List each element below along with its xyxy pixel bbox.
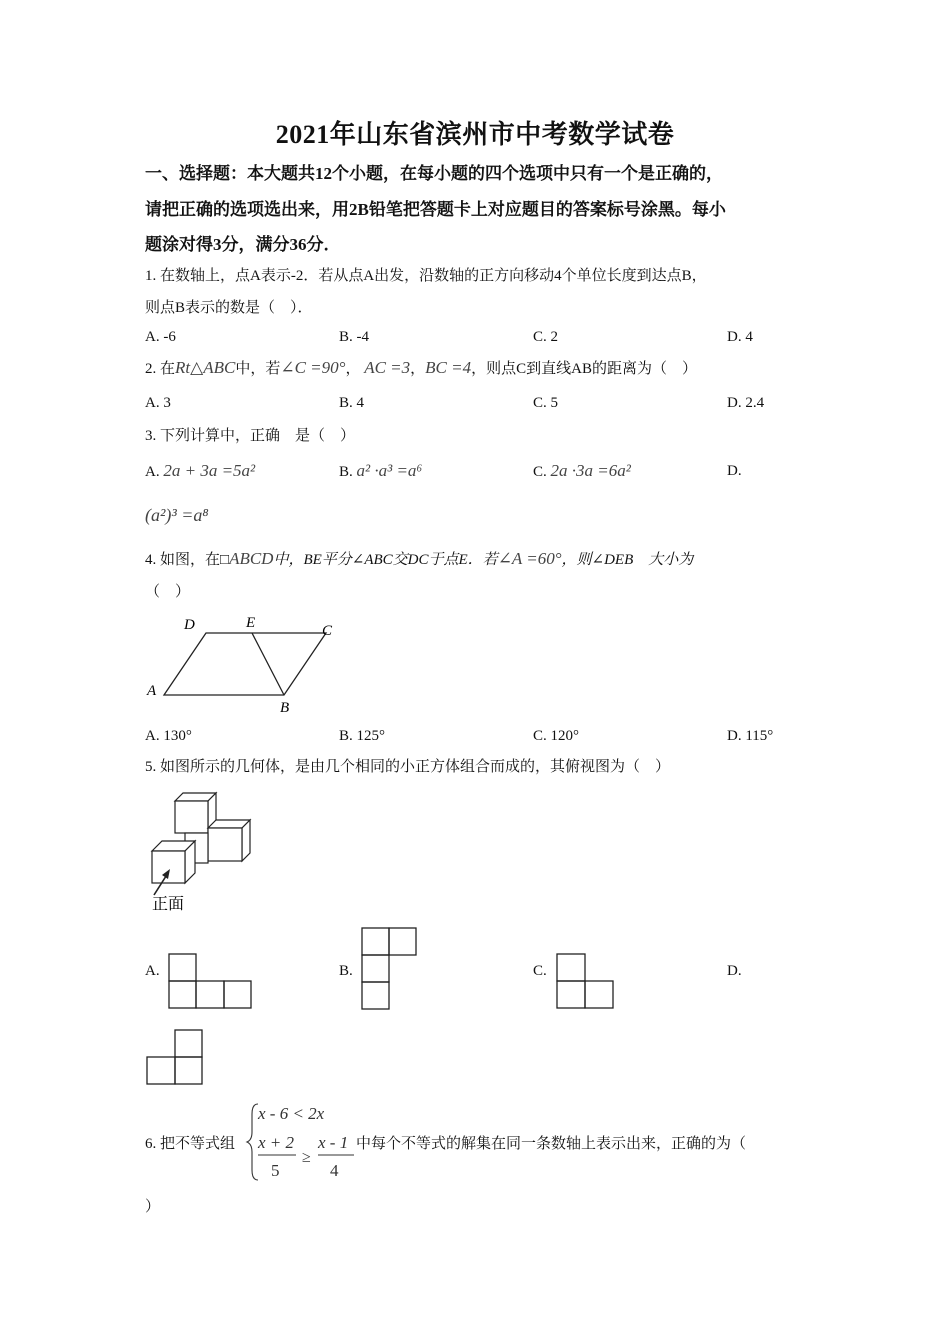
q3-option-d-label: D.	[727, 463, 742, 479]
q6-suffix: 中每个不等式的解集在同一条数轴上表示出来，正确的为（	[356, 1136, 747, 1152]
q4-prefix: 4. 如图，在□	[145, 552, 230, 568]
section-heading-line-2: 请把正确的选项选出来，用2B铅笔把答题卡上对应题目的答案标号涂黑。每小	[145, 200, 726, 219]
q2-triangle: Rt△ABC	[175, 358, 236, 377]
q3-option-c-label: C.	[533, 464, 547, 480]
q4-parallelogram-figure	[140, 610, 350, 720]
q2-mid: 中，若	[235, 361, 281, 377]
vertex-label-c: C	[322, 623, 333, 639]
q5-option-a: A.	[145, 963, 160, 979]
q3-option-d-expr: (a²)³ =a⁸	[145, 505, 209, 525]
q3-option-b	[339, 461, 422, 482]
q5-stem: 5. 如图所示的几何体，是由几个相同的小正方体组合而成的，其俯视图为（ ）	[145, 759, 671, 775]
cube-right-side	[242, 820, 250, 861]
page-title: 2021年山东省滨州市中考数学试卷	[275, 120, 675, 149]
vertex-label-d: D	[184, 617, 195, 633]
q3-option-c	[533, 461, 631, 482]
q1-stem-line-2: 则点B表示的数是（ ）．	[145, 300, 313, 316]
q6-denominator-2: 4	[330, 1161, 339, 1180]
q4-stem-line-2: （ ）	[145, 584, 191, 600]
q2-suffix: ，则点C到直线AB的距离为（ ）	[471, 361, 697, 377]
q2-option-d: D. 2.4	[727, 395, 765, 411]
q4-mid: 中，BE平分∠ABC交DC于点E．若	[273, 552, 498, 568]
vertex-label-a: A	[147, 683, 157, 699]
q6-numerator-2: x - 1	[318, 1133, 349, 1152]
q2-ac: AC =3	[364, 358, 411, 377]
cube-right-front	[208, 828, 242, 861]
q6-numerator-1: x + 2	[258, 1133, 295, 1152]
q6-prefix: 6. 把不等式组	[145, 1136, 236, 1152]
q5-option-c-figure	[556, 953, 616, 1011]
q5-cube-figure	[140, 785, 270, 917]
q4-suffix: ，则∠DEB 大小为	[561, 552, 694, 568]
q5-option-a-figure	[168, 953, 254, 1011]
q3-option-c-expr: 2a ·3a =6a²	[550, 461, 631, 480]
section-heading-line-1: 一、选择题：本大题共12个小题，在每小题的四个选项中只有一个是正确的，	[145, 164, 723, 183]
system-brace	[247, 1104, 258, 1180]
q4-stem	[145, 549, 693, 570]
q1-option-d: D. 4	[727, 329, 753, 345]
q5-option-c: C.	[533, 963, 547, 979]
q1-stem-line-1: 1. 在数轴上，点A表示-2．若从点A出发，沿数轴的正方向移动4个单位长度到达点B，	[145, 268, 707, 284]
q5-option-d-figure	[146, 1029, 206, 1087]
q2-angle: ∠C =90°	[280, 358, 346, 377]
q3-option-b-expr: a² ·a³ =a⁶	[356, 461, 423, 480]
q3-option-a-label: A.	[145, 464, 160, 480]
q5-option-b: B.	[339, 963, 353, 979]
q3-option-b-label: B.	[339, 464, 353, 480]
q4-parallelogram: ABCD	[229, 549, 274, 568]
q6-inequality-1: x - 6 < 2x	[258, 1104, 325, 1123]
q1-option-b: B. -4	[339, 329, 369, 345]
q3-stem: 3. 下列计算中，正确 是（ ）	[145, 428, 356, 444]
q5-option-d: D.	[727, 963, 742, 979]
q1-option-c: C. 2	[533, 329, 559, 345]
q2-bc: BC =4	[425, 358, 472, 377]
q3-option-a	[145, 461, 255, 482]
vertex-label-b: B	[280, 700, 290, 716]
segment-be	[252, 633, 284, 695]
q2-prefix: 2. 在	[145, 361, 176, 377]
front-label: 正面	[152, 894, 185, 913]
q6-denominator-1: 5	[271, 1161, 280, 1180]
q4-option-b: B. 125°	[339, 728, 386, 744]
q6-inequality-system	[244, 1100, 358, 1184]
q2-sep: ，	[345, 361, 361, 377]
q3-option-a-expr: 2a + 3a =5a²	[163, 461, 256, 480]
q4-option-d: D. 115°	[727, 728, 774, 744]
q2-option-c: C. 5	[533, 395, 559, 411]
cube-top-front	[175, 801, 208, 833]
q1-option-a: A. -6	[145, 329, 176, 345]
q4-option-c: C. 120°	[533, 728, 580, 744]
q4-angle: ∠A =60°	[497, 549, 562, 568]
parallelogram-abcd	[164, 633, 326, 695]
q4-option-a: A. 130°	[145, 728, 192, 744]
q2-stem: 2. 在Rt△ABC中，若∠C =90°， AC =3，BC =4，则点C到直线AB的距离为（ ）	[145, 358, 697, 377]
q2-option-b: B. 4	[339, 395, 365, 411]
section-heading-line-3: 题涂对得3分，满分36分．	[145, 235, 341, 254]
q6-stem-line-2: ）	[145, 1199, 161, 1215]
vertex-label-e: E	[246, 615, 256, 631]
cube-front-front	[152, 851, 185, 883]
q2-option-a: A. 3	[145, 395, 171, 411]
q6-geq: ≥	[302, 1149, 311, 1166]
q5-option-b-figure	[361, 927, 419, 1011]
